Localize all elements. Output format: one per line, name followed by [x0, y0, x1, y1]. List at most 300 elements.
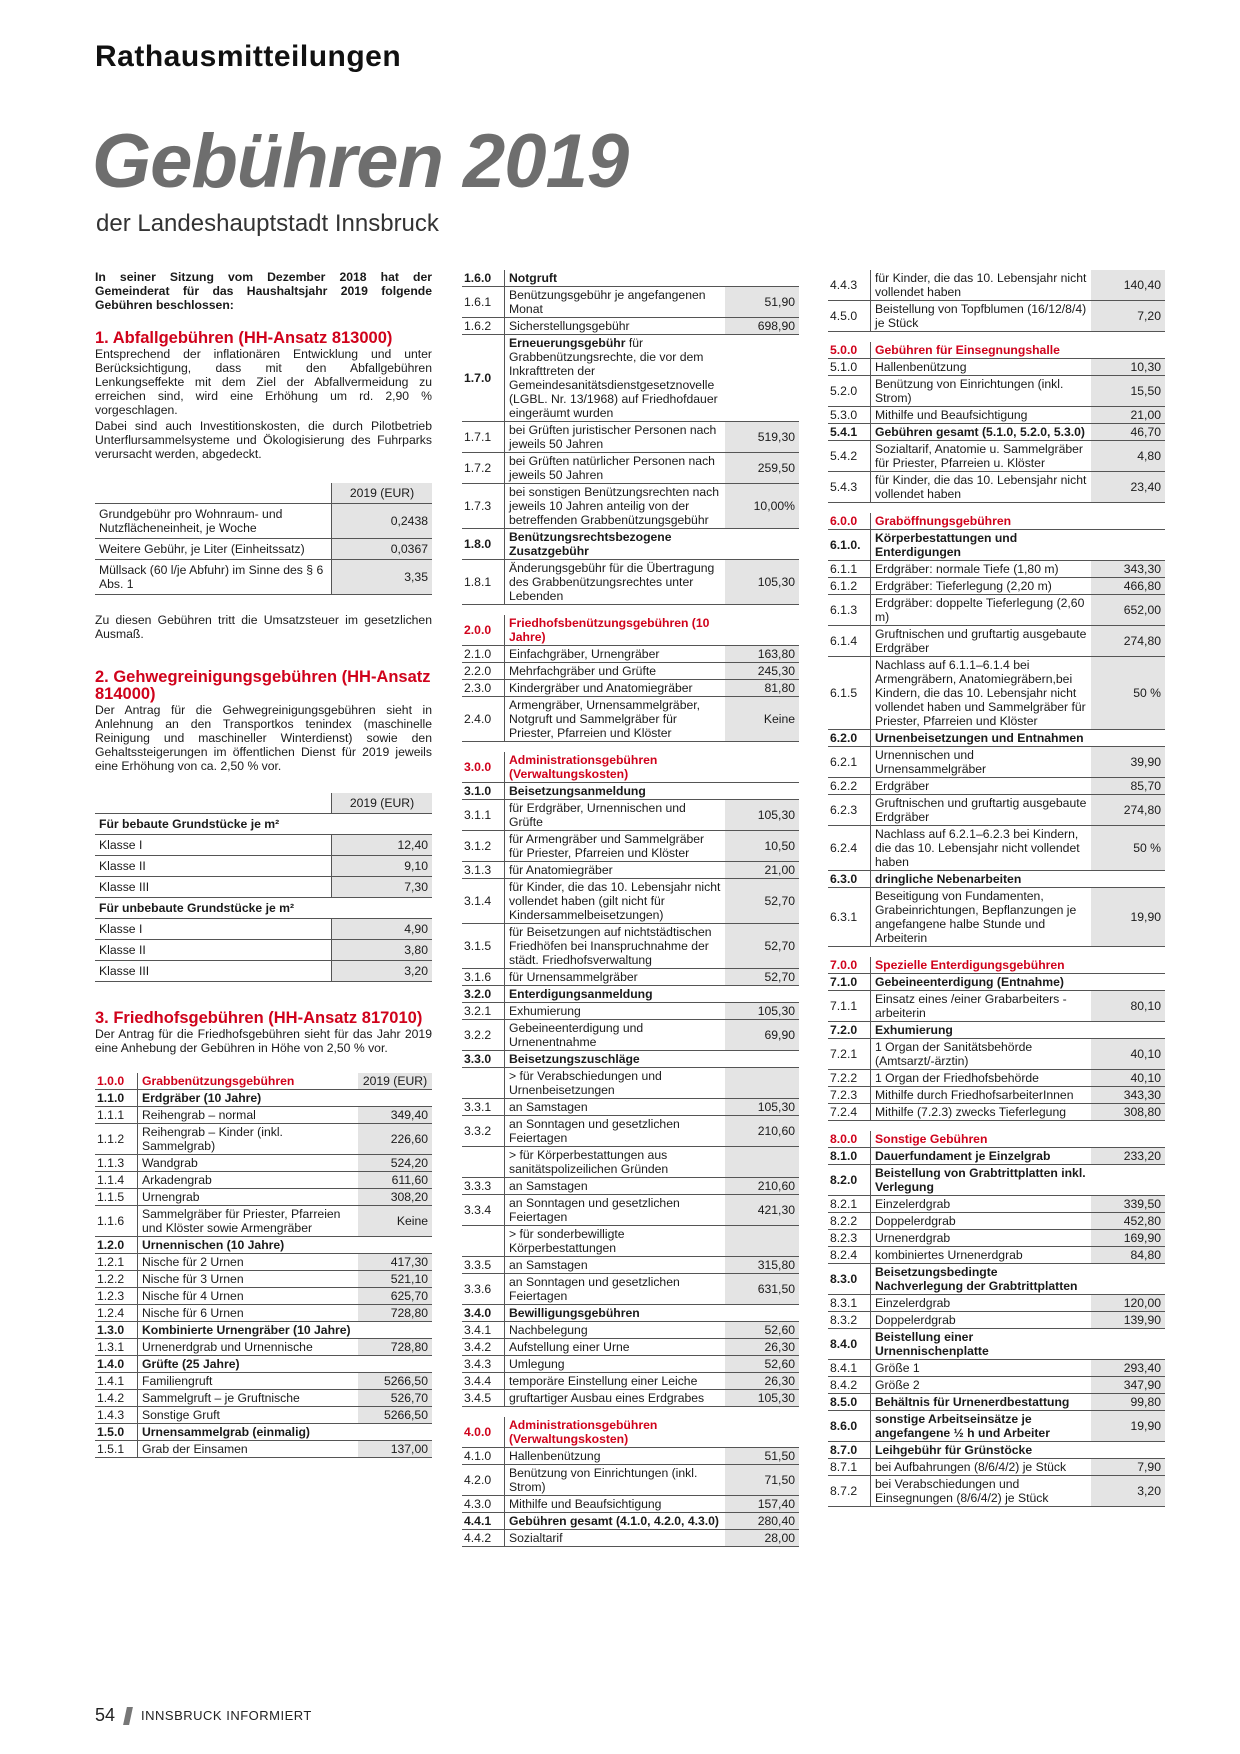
fee-description: für Beisetzungen auf nichtstädtischen Friedhöfen bei Inanspruchnahme der städt. Friedhofsverwaltung	[505, 924, 726, 969]
fee-value: 466,80	[1091, 578, 1165, 595]
fee-description: Gruftnischen und gruftartig ausgebaute Erdgräber	[871, 626, 1092, 657]
fee-description: Mithilfe (7.2.3) zwecks Tieferlegung	[871, 1104, 1092, 1121]
fee-code: 5.2.0	[828, 376, 871, 407]
fee-row	[828, 1360, 1165, 1377]
fee-value: 524,20	[358, 1155, 432, 1172]
fee-code: 4.5.0	[828, 301, 871, 332]
fee-code: 1.3.1	[95, 1339, 138, 1356]
abfall-table	[95, 483, 432, 595]
fee-row	[828, 1264, 1165, 1295]
fee-row	[828, 376, 1165, 407]
row-spacer	[462, 1407, 799, 1418]
row-value: 4,90	[332, 919, 433, 940]
fee-code: 1.4.1	[95, 1373, 138, 1390]
row-value	[332, 898, 433, 919]
fee-description: Urnensammelgrab (einmalig)	[138, 1424, 359, 1441]
fee-code: 3.1.1	[462, 800, 505, 831]
fee-code: 6.2.4	[828, 826, 871, 871]
fee-row	[828, 270, 1165, 301]
fee-value: 5266,50	[358, 1407, 432, 1424]
fee-row	[95, 1441, 432, 1458]
fee-description: Kindergräber und Anatomiegräber	[505, 680, 726, 697]
fee-row	[95, 1322, 432, 1339]
fee-code: 1.1.2	[95, 1124, 138, 1155]
fee-value: 526,70	[358, 1390, 432, 1407]
column-1	[95, 270, 432, 1458]
fee-value: 625,70	[358, 1288, 432, 1305]
fee-value: 652,00	[1091, 595, 1165, 626]
fee-row	[828, 871, 1165, 888]
fee-description: Beistellung von Topfblumen (16/12/8/4) je Stück	[871, 301, 1092, 332]
table-header: 2019 (EUR)	[332, 483, 433, 504]
fee-value	[1091, 530, 1165, 561]
fee-description: Beistellung einer Urnennischenplatte	[871, 1329, 1092, 1360]
fee-value: 51,50	[725, 1448, 799, 1465]
fee-code: 8.7.2	[828, 1476, 871, 1507]
fee-code: 3.3.1	[462, 1099, 505, 1116]
tax-note: Zu diesen Gebühren tritt die Umsatzsteuer im gesetzlichen Ausmaß.	[95, 613, 432, 641]
fee-description: Erdgräber (10 Jahre)	[138, 1090, 359, 1107]
fee-code: 8.4.0	[828, 1329, 871, 1360]
fee-description: Urnenbeisetzungen und Entnahmen	[871, 730, 1092, 747]
column-2	[462, 270, 799, 1547]
fee-description: Mithilfe und Beaufsichtigung	[871, 407, 1092, 424]
fee-code: 6.1.2	[828, 578, 871, 595]
fee-row	[462, 680, 799, 697]
row-label: Klasse II	[95, 940, 332, 961]
fee-code: 3.1.3	[462, 862, 505, 879]
fee-code: 5.4.3	[828, 472, 871, 503]
fee-code: 1.2.4	[95, 1305, 138, 1322]
fee-row	[828, 1022, 1165, 1039]
fee-description: Leihgebühr für Grünstöcke	[871, 1442, 1092, 1459]
row-spacer	[828, 503, 1165, 514]
fee-table-col3	[828, 270, 1165, 1507]
fee-code: 8.4.2	[828, 1377, 871, 1394]
fee-value: 120,00	[1091, 1295, 1165, 1312]
fee-code: 3.1.4	[462, 879, 505, 924]
fee-code: 3.4.0	[462, 1305, 505, 1322]
fee-description: Nische für 4 Urnen	[138, 1288, 359, 1305]
fee-value: 519,30	[725, 422, 799, 453]
fee-code: 2.3.0	[462, 680, 505, 697]
fee-code: 6.2.2	[828, 778, 871, 795]
fee-code: 1.7.0	[462, 335, 505, 422]
fee-description: Urnennischen und Urnensammelgräber	[871, 747, 1092, 778]
fee-description: für Kinder, die das 10. Lebensjahr nicht vollendet haben	[871, 472, 1092, 503]
fee-code: 8.7.0	[828, 1442, 871, 1459]
fee-description: Nische für 2 Urnen	[138, 1254, 359, 1271]
row-spacer	[828, 1121, 1165, 1132]
fee-row	[95, 1124, 432, 1155]
fee-code	[462, 1068, 505, 1099]
fee-value: 417,30	[358, 1254, 432, 1271]
fee-row	[462, 783, 799, 800]
fee-code: 3.4.2	[462, 1339, 505, 1356]
fee-row	[462, 1020, 799, 1051]
fee-value: 52,70	[725, 879, 799, 924]
fee-code: 1.8.1	[462, 560, 505, 605]
fee-value: 339,50	[1091, 1196, 1165, 1213]
fee-code: 2.0.0	[462, 615, 505, 646]
fee-code: 4.4.1	[462, 1513, 505, 1530]
fee-row	[828, 1394, 1165, 1411]
fee-code: 8.5.0	[828, 1394, 871, 1411]
fee-code: 7.2.3	[828, 1087, 871, 1104]
fee-value: 5266,50	[358, 1373, 432, 1390]
fee-row	[828, 795, 1165, 826]
fee-row	[828, 1230, 1165, 1247]
fee-code: 1.5.1	[95, 1441, 138, 1458]
fee-code: 3.4.4	[462, 1373, 505, 1390]
fee-value: 40,10	[1091, 1039, 1165, 1070]
fee-value: 105,30	[725, 1390, 799, 1407]
magazine-name: INNSBRUCK INFORMIERT	[141, 1708, 312, 1723]
fee-value	[725, 1305, 799, 1322]
fee-code: 1.1.0	[95, 1090, 138, 1107]
fee-value: Keine	[725, 697, 799, 742]
fee-description: Nachlass auf 6.1.1–6.1.4 bei Armengräbern, Anatomiegräbern,bei Kindern, die das 10. Lebensjahr nicht vollendet haben und Sammelgräber für Priester, Pfarreien und Klöster	[871, 657, 1092, 730]
fee-code: 1.7.1	[462, 422, 505, 453]
fee-value	[1091, 1022, 1165, 1039]
fee-value	[1091, 974, 1165, 991]
fee-row	[828, 991, 1165, 1022]
fee-row	[828, 359, 1165, 376]
fee-value	[725, 335, 799, 422]
row-label: Für unbebaute Grundstücke je m²	[95, 898, 332, 919]
fee-code: 6.2.0	[828, 730, 871, 747]
fee-row	[828, 657, 1165, 730]
fee-description: Erdgräber: Tieferlegung (2,20 m)	[871, 578, 1092, 595]
fee-code: 1.4.0	[95, 1356, 138, 1373]
fee-code: 8.2.0	[828, 1165, 871, 1196]
fee-row	[95, 1090, 432, 1107]
fee-description: bei Aufbahrungen (8/6/4/2) je Stück	[871, 1459, 1092, 1476]
fee-row	[462, 1356, 799, 1373]
fee-value	[725, 1226, 799, 1257]
fee-row	[828, 1070, 1165, 1087]
fee-code: 8.4.1	[828, 1360, 871, 1377]
fee-description: Benützungsrechtsbezogene Zusatzgebühr	[505, 529, 726, 560]
fee-row	[95, 1155, 432, 1172]
fee-value	[725, 752, 799, 783]
fee-row	[95, 1189, 432, 1206]
table-row	[95, 504, 432, 539]
fee-code: 3.0.0	[462, 752, 505, 783]
fee-description: Gebühren gesamt (4.1.0, 4.2.0, 4.3.0)	[505, 1513, 726, 1530]
fee-description: 1 Organ der Friedhofsbehörde	[871, 1070, 1092, 1087]
fee-row	[95, 1271, 432, 1288]
fee-value	[358, 1424, 432, 1441]
fee-row	[828, 578, 1165, 595]
table-row	[95, 856, 432, 877]
fee-value: 39,90	[1091, 747, 1165, 778]
fee-code: 6.3.0	[828, 871, 871, 888]
fee-description: Grüfte (25 Jahre)	[138, 1356, 359, 1373]
fee-value	[725, 783, 799, 800]
fee-row	[462, 1530, 799, 1547]
fee-description: für Erdgräber, Urnennischen und Grüfte	[505, 800, 726, 831]
fee-description: Umlegung	[505, 1356, 726, 1373]
fee-code: 3.1.5	[462, 924, 505, 969]
fee-code: 7.1.1	[828, 991, 871, 1022]
row-label: Klasse I	[95, 835, 332, 856]
fee-code: 8.2.1	[828, 1196, 871, 1213]
fee-code: 6.1.5	[828, 657, 871, 730]
fee-value: 51,90	[725, 287, 799, 318]
fee-row	[828, 595, 1165, 626]
fee-row	[462, 879, 799, 924]
fee-description: Beistellung von Grabtrittplatten inkl. Verlegung	[871, 1165, 1092, 1196]
fee-code: 1.7.3	[462, 484, 505, 529]
fee-code: 1.2.1	[95, 1254, 138, 1271]
section-header-row	[828, 342, 1165, 359]
fee-code: 1.2.3	[95, 1288, 138, 1305]
fee-value: 52,60	[725, 1356, 799, 1373]
fee-value	[725, 1417, 799, 1448]
fee-row	[462, 1003, 799, 1020]
fee-code: 6.2.1	[828, 747, 871, 778]
fee-code	[462, 1226, 505, 1257]
fee-code: 8.3.1	[828, 1295, 871, 1312]
fee-value: 3,20	[1091, 1476, 1165, 1507]
fee-code: 1.6.0	[462, 270, 505, 287]
fee-value: 40,10	[1091, 1070, 1165, 1087]
fee-value	[1091, 1264, 1165, 1295]
fee-code: 4.4.2	[462, 1530, 505, 1547]
fee-description: Dauerfundament je Einzelgrab	[871, 1148, 1092, 1165]
fee-row	[95, 1107, 432, 1124]
column-3	[828, 270, 1165, 1507]
fee-value: 4,80	[1091, 441, 1165, 472]
fee-value: 21,00	[725, 862, 799, 879]
fee-row	[95, 1373, 432, 1390]
fee-code: 1.5.0	[95, 1424, 138, 1441]
fee-row	[95, 1407, 432, 1424]
fee-description: Graböffnungsgebühren	[871, 513, 1092, 530]
fee-code: 5.0.0	[828, 342, 871, 359]
fee-description: > für Körperbestattungen aus sanitätspolizeilichen Gründen	[505, 1147, 726, 1178]
fee-description: Nachbelegung	[505, 1322, 726, 1339]
fee-description: Erdgräber	[871, 778, 1092, 795]
fee-value: 71,50	[725, 1465, 799, 1496]
slash-divider-icon	[123, 1707, 133, 1725]
fee-description: Sammelgräber für Priester, Pfarreien und Klöster sowie Armengräber	[138, 1206, 359, 1237]
fee-row	[462, 646, 799, 663]
fee-row	[828, 1247, 1165, 1264]
fee-row	[828, 826, 1165, 871]
fee-description: Mehrfachgräber und Grüfte	[505, 663, 726, 680]
fee-value: 19,90	[1091, 1411, 1165, 1442]
fee-description: an Samstagen	[505, 1257, 726, 1274]
fee-description: > für sonderbewilligte Körperbestattungen	[505, 1226, 726, 1257]
fee-row	[828, 424, 1165, 441]
row-label: Klasse I	[95, 919, 332, 940]
fee-description: Gebühren für Einsegnungshalle	[871, 342, 1092, 359]
fee-value: 21,00	[1091, 407, 1165, 424]
fee-row	[828, 530, 1165, 561]
fee-table-col1	[95, 1073, 432, 1458]
fee-row	[462, 453, 799, 484]
fee-description: für Anatomiegräber	[505, 862, 726, 879]
fee-row	[462, 335, 799, 422]
row-value: 9,10	[332, 856, 433, 877]
table-row	[95, 560, 432, 595]
fee-description: Friedhofsbenützungsgebühren (10 Jahre)	[505, 615, 726, 646]
fee-description: Wandgrab	[138, 1155, 359, 1172]
section-heading-abfall: 1. Abfallgebühren (HH-Ansatz 813000)	[95, 329, 393, 347]
fee-value: 274,80	[1091, 795, 1165, 826]
fee-code: 1.1.5	[95, 1189, 138, 1206]
fee-code: 8.2.3	[828, 1230, 871, 1247]
fee-row	[462, 1305, 799, 1322]
fee-description: Enterdigungsanmeldung	[505, 986, 726, 1003]
fee-code: 7.2.0	[828, 1022, 871, 1039]
fee-row	[95, 1288, 432, 1305]
fee-description: Mithilfe und Beaufsichtigung	[505, 1496, 726, 1513]
fee-code: 6.0.0	[828, 513, 871, 530]
fee-description: kombiniertes Urnenerdgrab	[871, 1247, 1092, 1264]
section-header-row	[462, 752, 799, 783]
fee-description: Urnenerdgrab	[871, 1230, 1092, 1247]
fee-value	[1091, 1329, 1165, 1360]
fee-code: 7.2.2	[828, 1070, 871, 1087]
gehweg-table	[95, 793, 432, 982]
fee-row	[462, 1465, 799, 1496]
fee-value: 343,30	[1091, 561, 1165, 578]
fee-value	[1091, 1165, 1165, 1196]
fee-description: 1 Organ der Sanitätsbehörde (Amtsarzt/-ärztin)	[871, 1039, 1092, 1070]
fee-row	[462, 1373, 799, 1390]
fee-value: 631,50	[725, 1274, 799, 1305]
fee-code: 6.3.1	[828, 888, 871, 947]
page-footer	[95, 1705, 312, 1726]
fee-description: Benützungsgebühr je angefangenen Monat	[505, 287, 726, 318]
fee-code: 3.2.1	[462, 1003, 505, 1020]
fee-row	[462, 986, 799, 1003]
fee-value	[358, 1090, 432, 1107]
table-header: 2019 (EUR)	[332, 793, 433, 814]
fee-description: bei Grüften juristischer Personen nach jeweils 50 Jahren	[505, 422, 726, 453]
fee-description: Nachlass auf 6.2.1–6.2.3 bei Kindern, die das 10. Lebensjahr nicht vollendet haben	[871, 826, 1092, 871]
fee-value: 343,30	[1091, 1087, 1165, 1104]
fee-row	[462, 318, 799, 335]
fee-row	[828, 778, 1165, 795]
fee-description: Grabbenützungsgebühren	[138, 1073, 359, 1090]
fee-value: Keine	[358, 1206, 432, 1237]
fee-description: Einzelerdgrab	[871, 1295, 1092, 1312]
table-row	[95, 940, 432, 961]
fee-row	[828, 626, 1165, 657]
table-row	[95, 877, 432, 898]
fee-row	[828, 1442, 1165, 1459]
fee-description: für Urnensammelgräber	[505, 969, 726, 986]
fee-description: Sonstige Gruft	[138, 1407, 359, 1424]
fee-value: 521,10	[358, 1271, 432, 1288]
fee-row	[828, 1476, 1165, 1507]
fee-description: Nische für 3 Urnen	[138, 1271, 359, 1288]
section-paragraph: Der Antrag für die Gehwegreinigungsgebühren sieht in Anlehnung an den Transportkos tenindex (maschinelle Reinigung und maschineller Winterdienst) sowie den Gehaltssteigerungen im öffentlichen Dienst für 2019 jeweils eine Erhöhung von ca. 2,50 % vor.	[95, 703, 432, 773]
fee-row	[828, 1196, 1165, 1213]
fee-value: 452,80	[1091, 1213, 1165, 1230]
fee-row	[828, 888, 1165, 947]
fee-description: Gebühren gesamt (5.1.0, 5.2.0, 5.3.0)	[871, 424, 1092, 441]
fee-description: Arkadengrab	[138, 1172, 359, 1189]
fee-value: 169,90	[1091, 1230, 1165, 1247]
fee-description: Reihengrab – normal	[138, 1107, 359, 1124]
fee-code: 8.3.0	[828, 1264, 871, 1295]
fee-description: Gebeineenterdigung (Entnahme)	[871, 974, 1092, 991]
fee-description: bei sonstigen Benützungsrechten nach jeweils 10 Jahren anteilig von der betreffenden Grabbenützungsgebühr	[505, 484, 726, 529]
fee-value: 137,00	[358, 1441, 432, 1458]
fee-value: 233,20	[1091, 1148, 1165, 1165]
fee-code: 1.1.1	[95, 1107, 138, 1124]
fee-description: Benützung von Einrichtungen (inkl. Strom)	[871, 376, 1092, 407]
fee-value: 245,30	[725, 663, 799, 680]
fee-row	[828, 441, 1165, 472]
fee-description: Bewilligungsgebühren	[505, 1305, 726, 1322]
fee-row	[462, 1274, 799, 1305]
fee-value: 10,00%	[725, 484, 799, 529]
fee-code: 8.2.4	[828, 1247, 871, 1264]
fee-code: 1.0.0	[95, 1073, 138, 1090]
fee-code: 4.2.0	[462, 1465, 505, 1496]
fee-code: 1.8.0	[462, 529, 505, 560]
fee-row	[828, 1377, 1165, 1394]
row-value: 0,0367	[332, 539, 433, 560]
fee-row	[462, 1051, 799, 1068]
fee-value: 81,80	[725, 680, 799, 697]
fee-code: 1.1.6	[95, 1206, 138, 1237]
fee-description: Urnengrab	[138, 1189, 359, 1206]
fee-row	[828, 561, 1165, 578]
fee-row	[828, 301, 1165, 332]
fee-value: 347,90	[1091, 1377, 1165, 1394]
fee-value: 26,30	[725, 1373, 799, 1390]
fee-code: 1.1.3	[95, 1155, 138, 1172]
fee-row	[462, 270, 799, 287]
fee-description: Beisetzungszuschläge	[505, 1051, 726, 1068]
row-label: Grundgebühr pro Wohnraum- und Nutzflächeneinheit, je Woche	[95, 504, 332, 539]
fee-row	[462, 422, 799, 453]
fee-description: für Kinder, die das 10. Lebensjahr nicht vollendet haben (gilt nicht für Kindersammelbeisetzungen)	[505, 879, 726, 924]
fee-value: 84,80	[1091, 1247, 1165, 1264]
fee-description: an Samstagen	[505, 1178, 726, 1195]
fee-description: Armengräber, Urnensammelgräber, Notgruft und Sammelgräber für Priester, Pfarreien und Klöster	[505, 697, 726, 742]
fee-value: 728,80	[358, 1305, 432, 1322]
fee-row	[462, 1178, 799, 1195]
row-spacer	[462, 605, 799, 616]
fee-value: 140,40	[1091, 270, 1165, 301]
fee-description: Administrationsgebühren (Verwaltungskosten)	[505, 752, 726, 783]
fee-row	[462, 924, 799, 969]
fee-row	[462, 1448, 799, 1465]
fee-value	[1091, 957, 1165, 974]
fee-value	[1091, 730, 1165, 747]
fee-code: 3.1.2	[462, 831, 505, 862]
fee-row	[828, 1165, 1165, 1196]
fee-description: Einzelerdgrab	[871, 1196, 1092, 1213]
fee-value: 7,90	[1091, 1459, 1165, 1476]
fee-code: 4.4.3	[828, 270, 871, 301]
fee-code: 1.2.0	[95, 1237, 138, 1254]
fee-row	[95, 1305, 432, 1322]
fee-value: 274,80	[1091, 626, 1165, 657]
fee-value: 698,90	[725, 318, 799, 335]
fee-value: 157,40	[725, 1496, 799, 1513]
fee-description: Erneuerungsgebühr für Grabbenützungsrechte, die vor dem Inkrafttreten der Gemeindesanitätsdienstgesetznovelle (LGBL. Nr. 13/1968) auf Friedhofdauer eingeräumt wurden	[505, 335, 726, 422]
fee-code: 8.2.2	[828, 1213, 871, 1230]
